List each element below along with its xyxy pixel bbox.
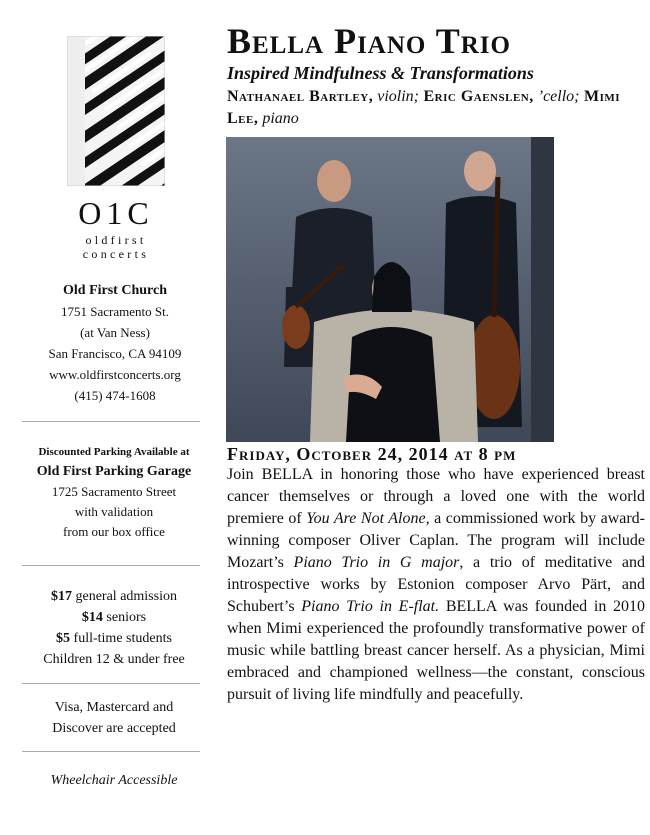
logo-monogram: O1C [78, 195, 154, 231]
accessibility-note: Wheelchair Accessible [50, 773, 178, 788]
performers [227, 86, 645, 130]
divider [22, 421, 200, 422]
venue-phone: (415) 474-1608 [74, 388, 156, 403]
trio-photo [226, 137, 554, 442]
parking-box-office: from our box office [63, 524, 165, 539]
event-date: Friday, October 24, 2014 at 8 pm [227, 444, 517, 464]
venue-name: Old First Church [63, 283, 167, 298]
payment-line1: Visa, Mastercard and [54, 700, 174, 715]
logo-wordmark-line2: concerts [82, 247, 150, 261]
parking-info [15, 442, 213, 542]
parking-heading: Discounted Parking Available at [38, 446, 190, 458]
performer-role: piano [258, 110, 299, 127]
logo-wordmark [40, 233, 192, 261]
performer-name: Mimi Lee, [227, 88, 621, 127]
performer-role: ’cello; [533, 88, 580, 105]
venue-cross-street: (at Van Ness) [80, 325, 150, 340]
sidebar [0, 0, 215, 835]
performer-name: Nathanael Bartley, [227, 88, 374, 105]
piano-keys-logo [67, 36, 165, 186]
payment-line2: Discover are accepted [52, 721, 176, 736]
work-title: Piano Trio in E-flat. [301, 598, 440, 615]
event-subtitle: Inspired Mindfulness & Transformations [227, 63, 534, 83]
event-description: Join BELLA in honoring those who have experienced breast cancer themselves or through a loved one with the world premiere of You Are Not Alone, a commissioned work by award-winning composer Oliver Caplan. The program will include Mozart’s Piano Trio in G major, a trio of meditative and introspective works by Estonion composer Arvo Pärt, and Schubert’s Piano Trio in E-flat. BELLA was founded in 2010 when Mimi experienced the profoundly transformative power of music while battling breast cancer herself. As a physician, Mimi embraced and championed wellness—the constant, conscious pursuit of living life mindfully and peacefully. [227, 466, 646, 703]
payment-info [15, 697, 213, 739]
divider [22, 751, 200, 752]
price-students: $5 full-time students [56, 631, 172, 646]
divider [22, 565, 200, 566]
price-seniors: $14 seniors [81, 610, 147, 625]
price-children: Children 12 & under free [43, 652, 185, 667]
performer-name: Eric Gaenslen, [418, 88, 534, 105]
price-general: $17 general admission [51, 589, 177, 604]
event-title: Bella Piano Trio [227, 21, 511, 61]
venue-website: www.oldfirstconcerts.org [49, 367, 181, 382]
performer-role: violin; [373, 88, 419, 105]
parking-validation: with validation [74, 504, 154, 519]
logo-wordmark-line1: oldfirst [85, 233, 147, 247]
venue-street: 1751 Sacramento St. [61, 304, 169, 319]
venue-city: San Francisco, CA 94109 [48, 346, 182, 361]
parking-garage: Old First Parking Garage [36, 464, 192, 479]
work-title: You Are Not Alone, [306, 510, 430, 527]
work-title: Piano Trio in G major [293, 554, 460, 571]
divider [22, 683, 200, 684]
venue-address [20, 280, 210, 406]
ticket-prices [15, 586, 213, 670]
parking-street: 1725 Sacramento Street [51, 484, 177, 499]
